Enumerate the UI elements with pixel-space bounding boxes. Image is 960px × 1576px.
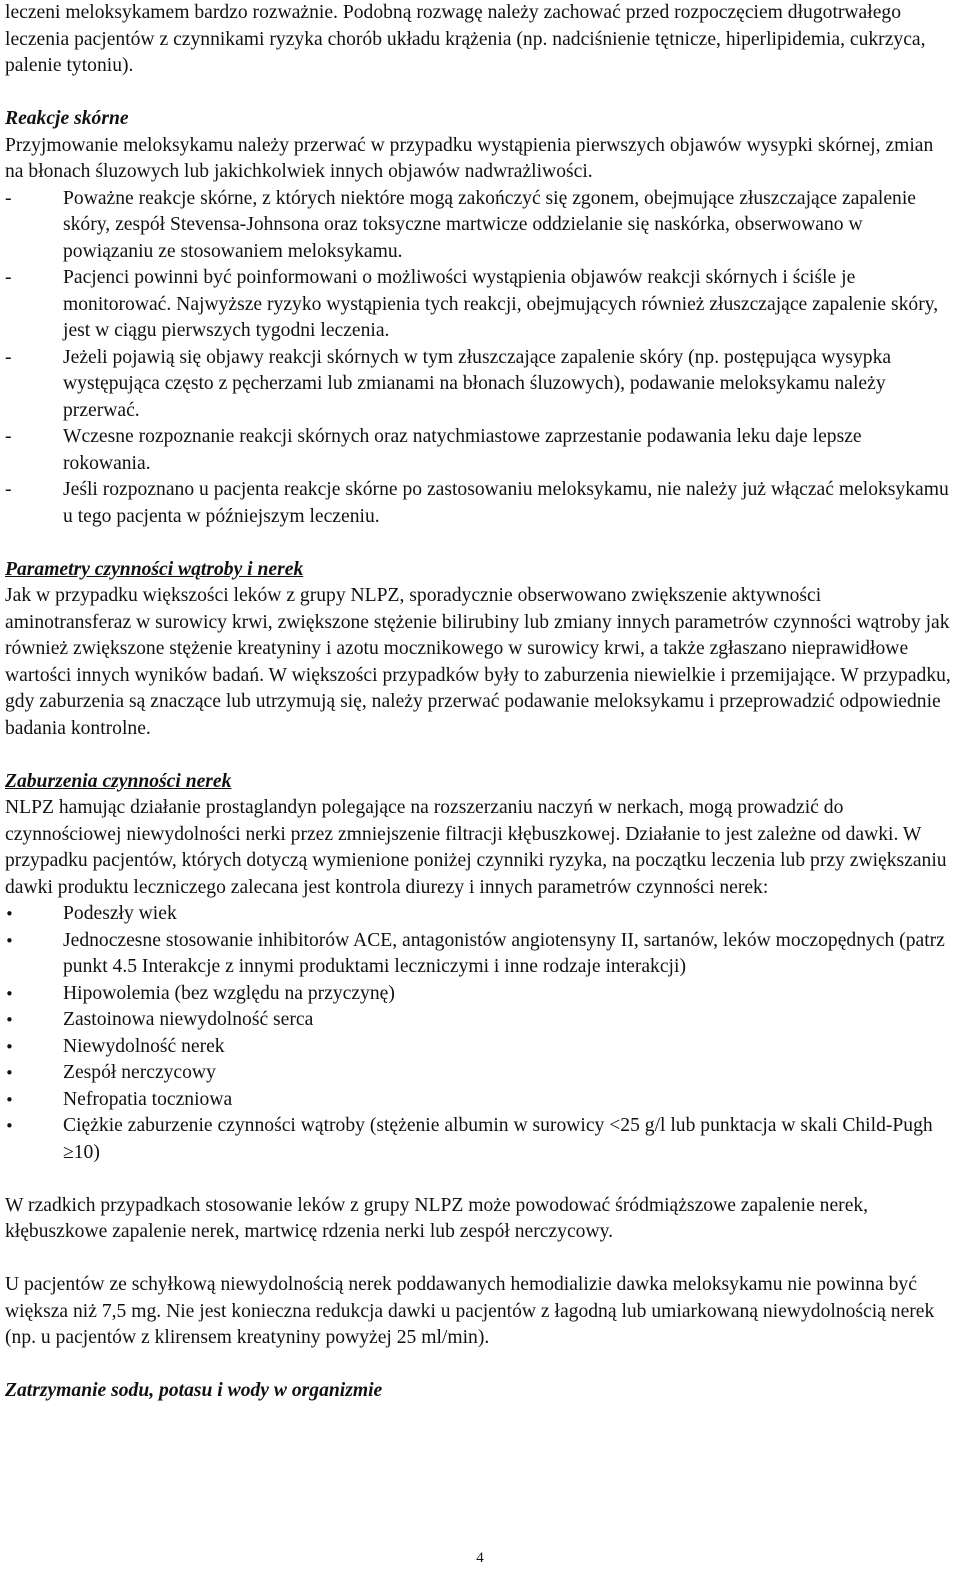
risk-factor-text: Hipowolemia (bez względu na przyczynę) xyxy=(63,982,395,1004)
risk-factor-item xyxy=(5,1034,951,1061)
sodium-retention-heading: Zatrzymanie sodu, potasu i wody w organizmie xyxy=(5,1380,383,1401)
bullet-icon: • xyxy=(5,1064,14,1082)
bullet-icon: • xyxy=(5,1011,14,1029)
dash-list-item-text: Jeżeli pojawią się objawy reakcji skórnych w tym złuszczające zapalenie skóry (np. postępująca wysypka występująca często z pęcherzami lub zmianami na błonach śluzowych), podawanie meloksykamu należy przerwać. xyxy=(63,346,892,421)
dash-list-item-text: Pacjenci powinni być poinformowani o możliwości wystąpienia objawów reakcji skórnych i ściśle je monitorować. Najwyższe ryzyko wystąpienia tych reakcji, obejmujących również złuszczające zapalenie skóry, jest w ciągu pierwszych tygodni leczenia. xyxy=(63,267,939,341)
dialysis-paragraph: U pacjentów ze schyłkową niewydolnością nerek poddawanych hemodializie dawka meloksykamu nie powinna być większa niż 7,5 mg. Nie jest konieczna redukcja dawki u pacjentów z łagodną lub umiarkowaną niewydolnością nerek (np. u pacjentów z klirensem kreatyniny powyżej 25 ml/min). xyxy=(5,1274,935,1348)
risk-factor-item xyxy=(5,901,951,928)
risk-factor-item xyxy=(5,1087,951,1114)
spacer xyxy=(5,530,951,557)
dash-list-item xyxy=(5,265,951,345)
dash-list-item-text: Jeśli rozpoznano u pacjenta reakcje skórne po zastosowaniu meloksykamu, nie należy już włączać meloksykamu u tego pacjenta w późniejszym leczeniu. xyxy=(63,479,949,527)
dash-list-item-text: Wczesne rozpoznanie reakcji skórnych oraz natychmiastowe zaprzestanie podawania leku daje lepsze rokowania. xyxy=(63,426,862,474)
dash-marker: - xyxy=(5,187,12,209)
spacer xyxy=(5,80,951,107)
dash-list-item-text: Poważne reakcje skórne, z których niektóre mogą zakończyć się zgonem, obejmujące złuszczające zapalenie skóry, zespół Stevensa-Johnsona oraz toksyczne martwicze oddzielanie się naskórka, obserwowano w powiązaniu ze stosowaniem meloksykamu. xyxy=(63,187,916,262)
dash-marker: - xyxy=(5,426,12,447)
risk-factor-item xyxy=(5,981,951,1008)
risk-factor-item xyxy=(5,1007,951,1034)
risk-factor-text: Zastoinowa niewydolność serca xyxy=(63,1009,314,1030)
risk-factor-text: Niewydolność nerek xyxy=(63,1035,225,1057)
bullet-icon: • xyxy=(5,984,14,1003)
spacer xyxy=(5,1166,951,1193)
bullet-icon: • xyxy=(5,1117,14,1135)
dash-list-item xyxy=(5,186,951,266)
spacer xyxy=(5,1246,951,1273)
bullet-icon: • xyxy=(5,931,14,950)
dash-list-item xyxy=(5,477,951,530)
liver-kidney-parameters-section xyxy=(5,557,951,743)
risk-factor-text: Jednoczesne stosowanie inhibitorów ACE, antagonistów angiotensyny II, sartanów, leków moczopędnych (patrz punkt 4.5 Interakcje z innymi produktami leczniczymi i inne rodzaje interakcji) xyxy=(63,929,945,977)
document-page xyxy=(5,0,951,1405)
dash-marker: - xyxy=(5,479,12,500)
skin-reactions-heading: Reakcje skórne xyxy=(5,108,129,129)
risk-factor-item xyxy=(5,1060,951,1087)
bullet-icon: • xyxy=(5,1037,14,1056)
dash-list-item xyxy=(5,424,951,477)
risk-factor-item xyxy=(5,1113,951,1166)
risk-factor-text: Podeszły wiek xyxy=(63,903,177,924)
risk-factor-text: Ciężkie zaburzenie czynności wątroby (stężenie albumin w surowicy <25 g/l lub punktacja w skali Child-Pugh ≥10) xyxy=(63,1115,933,1163)
dash-marker: - xyxy=(5,346,12,368)
dash-list-item xyxy=(5,345,951,425)
risk-factor-text: Nefropatia toczniowa xyxy=(63,1088,233,1110)
bullet-icon: • xyxy=(5,905,14,923)
kidney-disorders-heading: Zaburzenia czynności nerek xyxy=(5,770,232,792)
liver-kidney-heading: Parametry czynności wątroby i nerek xyxy=(5,558,304,580)
intro-paragraph: leczeni meloksykamem bardzo rozważnie. Podobną rozwagę należy zachować przed rozpoczęciem długotrwałego leczenia pacjentów z czynnikami ryzyka chorób układu krążenia (np. nadciśnienie tętnicze, hiperlipidemia, cukrzyca, palenie tytoniu). xyxy=(5,2,926,76)
sodium-retention-section xyxy=(5,1378,951,1405)
liver-kidney-paragraph: Jak w przypadku większości leków z grupy NLPZ, sporadycznie obserwowano zwiększenie aktywności aminotransferaz w surowicy krwi, zwiększone stężenie bilirubiny lub zmiany innych parametrów czynności wątroby jak również zwiększone stężenie kreatyniny i azotu mocznikowego w surowicy krwi, a także zgłaszano nieprawidłowe wartości innych wyników badań. W większości przypadków były to zaburzenia niewielkie i przemijające. W przypadku, gdy zaburzenia są znaczące lub utrzymują się, należy przerwać podawanie meloksykamu i przeprowadzić odpowiednie badania kontrolne. xyxy=(5,585,951,739)
risk-factor-item xyxy=(5,928,951,981)
bullet-icon: • xyxy=(5,1090,14,1109)
dash-marker: - xyxy=(5,267,12,288)
spacer xyxy=(5,1352,951,1379)
kidney-disorders-paragraph: NLPZ hamując działanie prostaglandyn polegające na rozszerzaniu naczyń w nerkach, mogą prowadzić do czynnościowej niewydolności nerki przez zmniejszenie filtracji kłębuszkowej. Działanie to jest zależne od dawki. W przypadku pacjentów, których dotyczą wymienione poniżej czynniki ryzyka, na początku leczenia lub przy zwiększaniu dawki produktu leczniczego zalecana jest kontrola diurezy i innych parametrów czynności nerek: xyxy=(5,797,947,898)
spacer xyxy=(5,742,951,769)
nephritis-paragraph: W rzadkich przypadkach stosowanie leków z grupy NLPZ może powodować śródmiąższowe zapalenie nerek, kłębuszkowe zapalenie nerek, martwicę rdzenia nerki lub zespół nerczycowy. xyxy=(5,1194,869,1242)
skin-reactions-section xyxy=(5,106,951,530)
page-number: 4 xyxy=(476,1550,484,1566)
skin-reactions-paragraph: Przyjmowanie meloksykamu należy przerwać w przypadku wystąpienia pierwszych objawów wysypki skórnej, zmian na błonach śluzowych lub jakichkolwiek innych objawów nadwrażliwości. xyxy=(5,134,934,182)
risk-factor-text: Zespół nerczycowy xyxy=(63,1062,216,1083)
kidney-disorders-section xyxy=(5,769,951,1352)
